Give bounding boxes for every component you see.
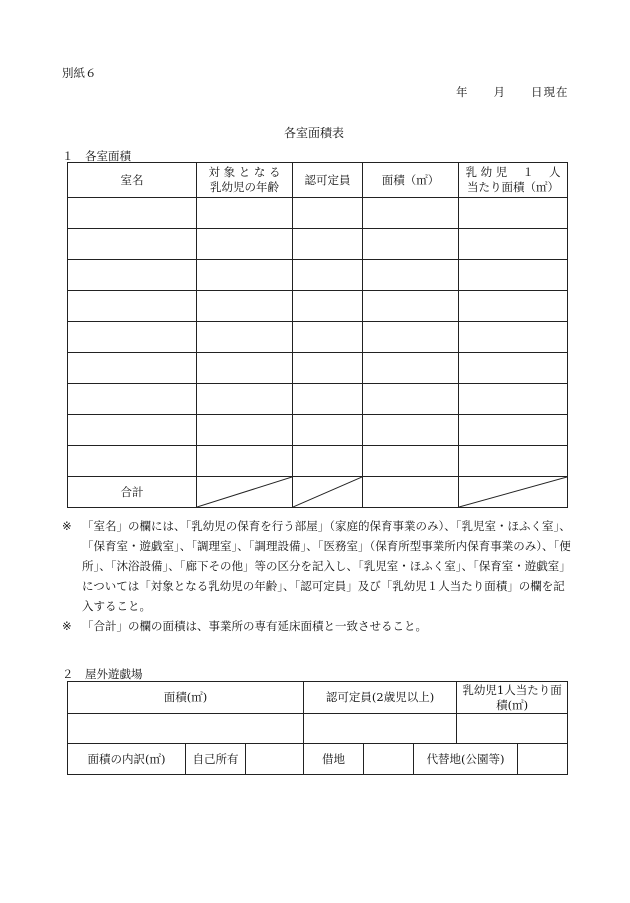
area-cell[interactable] bbox=[363, 415, 459, 446]
col-capacity: 認可定員 bbox=[293, 163, 363, 198]
substitute-label: 代替地(公園等) bbox=[414, 744, 518, 775]
room-area-table bbox=[67, 162, 568, 508]
section2-heading: ２ 屋外遊戯場 bbox=[62, 667, 143, 681]
room-name-cell[interactable] bbox=[68, 415, 197, 446]
room-name-cell[interactable] bbox=[68, 384, 197, 415]
col-area: 面積（㎡） bbox=[363, 163, 459, 198]
outdoor-capacity-cell[interactable] bbox=[304, 714, 457, 744]
col-room-name: 室名 bbox=[68, 163, 197, 198]
room-name-cell[interactable] bbox=[68, 229, 197, 260]
table-row bbox=[68, 260, 568, 291]
note-mark: ※ bbox=[62, 519, 72, 533]
date-line: 年 月 日現在 bbox=[456, 85, 569, 99]
outdoor-area-cell[interactable] bbox=[68, 714, 304, 744]
own-area-cell[interactable] bbox=[246, 744, 304, 775]
room-name-cell[interactable] bbox=[68, 198, 197, 229]
total-row bbox=[68, 477, 568, 508]
table-row bbox=[68, 415, 568, 446]
capacity-cell[interactable] bbox=[293, 229, 363, 260]
outdoor-value-row bbox=[68, 714, 568, 744]
area-cell[interactable] bbox=[363, 229, 459, 260]
target-age-cell[interactable] bbox=[197, 291, 293, 322]
table-row bbox=[68, 353, 568, 384]
col-outdoor-area: 面積(㎡) bbox=[68, 682, 304, 714]
area-per-child-cell[interactable] bbox=[459, 384, 568, 415]
target-age-cell[interactable] bbox=[197, 198, 293, 229]
area-cell[interactable] bbox=[363, 446, 459, 477]
capacity-cell[interactable] bbox=[293, 198, 363, 229]
table-row bbox=[68, 384, 568, 415]
diagonal-slash-icon bbox=[197, 477, 292, 507]
col-area-per-child-label: 乳 幼 児 １ 人 当たり面積（㎡） bbox=[465, 165, 561, 194]
diagonal-slash-icon bbox=[293, 477, 362, 507]
capacity-cell[interactable] bbox=[293, 446, 363, 477]
diagonal-slash-icon bbox=[459, 477, 567, 507]
table-row bbox=[68, 322, 568, 353]
note-total bbox=[62, 616, 572, 636]
area-per-child-cell[interactable] bbox=[459, 291, 568, 322]
area-cell[interactable] bbox=[363, 322, 459, 353]
target-age-cell[interactable] bbox=[197, 446, 293, 477]
room-name-cell[interactable] bbox=[68, 260, 197, 291]
note-text: 「合計」の欄の面積は、事業所の専有延床面積と一致させること。 bbox=[82, 619, 427, 633]
col-target-age-label: 対 象 と な る 乳幼児の年齢 bbox=[208, 165, 281, 194]
capacity-cell[interactable] bbox=[293, 384, 363, 415]
room-name-cell[interactable] bbox=[68, 291, 197, 322]
total-label: 合計 bbox=[68, 477, 197, 508]
breakdown-label: 面積の内訳(㎡) bbox=[68, 744, 186, 775]
table-row bbox=[68, 446, 568, 477]
capacity-cell[interactable] bbox=[293, 291, 363, 322]
room-name-cell[interactable] bbox=[68, 322, 197, 353]
room-table-header bbox=[68, 163, 568, 198]
substitute-area-cell[interactable] bbox=[518, 744, 568, 775]
outdoor-playground-table bbox=[67, 681, 568, 775]
outdoor-area-per-child-cell[interactable] bbox=[457, 714, 568, 744]
outdoor-header-row bbox=[68, 682, 568, 714]
note-room-name bbox=[62, 516, 572, 616]
target-age-cell[interactable] bbox=[197, 415, 293, 446]
total-target-age-slash bbox=[197, 477, 293, 508]
target-age-cell[interactable] bbox=[197, 353, 293, 384]
document-title: 各室面積表 bbox=[284, 126, 345, 140]
col-outdoor-capacity: 認可定員(2歳児以上) bbox=[304, 682, 457, 714]
target-age-cell[interactable] bbox=[197, 260, 293, 291]
area-per-child-cell[interactable] bbox=[459, 446, 568, 477]
room-name-cell[interactable] bbox=[68, 446, 197, 477]
col-target-age bbox=[197, 163, 293, 198]
area-per-child-cell[interactable] bbox=[459, 353, 568, 384]
own-label: 自己所有 bbox=[186, 744, 246, 775]
table-row bbox=[68, 291, 568, 322]
capacity-cell[interactable] bbox=[293, 415, 363, 446]
total-area-per-child-slash bbox=[459, 477, 568, 508]
area-per-child-cell[interactable] bbox=[459, 322, 568, 353]
note-mark: ※ bbox=[62, 619, 72, 633]
total-capacity-slash bbox=[293, 477, 363, 508]
capacity-cell[interactable] bbox=[293, 322, 363, 353]
capacity-cell[interactable] bbox=[293, 260, 363, 291]
section1-heading: １ 各室面積 bbox=[62, 149, 131, 163]
outdoor-breakdown-row bbox=[68, 744, 568, 775]
area-cell[interactable] bbox=[363, 198, 459, 229]
area-cell[interactable] bbox=[363, 384, 459, 415]
area-per-child-cell[interactable] bbox=[459, 260, 568, 291]
area-per-child-cell[interactable] bbox=[459, 415, 568, 446]
col-outdoor-area-per-child: 乳幼児1人当たり面積(㎡) bbox=[457, 682, 568, 714]
capacity-cell[interactable] bbox=[293, 353, 363, 384]
target-age-cell[interactable] bbox=[197, 322, 293, 353]
total-area-cell[interactable] bbox=[363, 477, 459, 508]
room-name-cell[interactable] bbox=[68, 353, 197, 384]
area-per-child-cell[interactable] bbox=[459, 229, 568, 260]
lease-label: 借地 bbox=[304, 744, 364, 775]
note-text: 「室名」の欄には、「乳幼児の保育を行う部屋」（家庭的保育事業のみ）、「乳児室・ほふく室」、「保育室・遊戯室」、「調理室」、「調理設備」、「医務室」（保育所型事業所内保育事業のみ）、「便所」、「沐浴設備」、「廊下その他」等の区分を記入し、「乳児室・ほふく室」、「保育室・遊戯室」については「対象となる乳幼児の年齢」、「認可定員」及び「乳幼児１人当たり面積」の欄を記入すること。 bbox=[82, 519, 571, 613]
target-age-cell[interactable] bbox=[197, 384, 293, 415]
area-cell[interactable] bbox=[363, 353, 459, 384]
area-cell[interactable] bbox=[363, 260, 459, 291]
area-cell[interactable] bbox=[363, 291, 459, 322]
table-row bbox=[68, 229, 568, 260]
lease-area-cell[interactable] bbox=[364, 744, 414, 775]
annex-label: 別紙６ bbox=[62, 66, 97, 80]
area-per-child-cell[interactable] bbox=[459, 198, 568, 229]
col-area-per-child bbox=[459, 163, 568, 198]
target-age-cell[interactable] bbox=[197, 229, 293, 260]
table-row bbox=[68, 198, 568, 229]
